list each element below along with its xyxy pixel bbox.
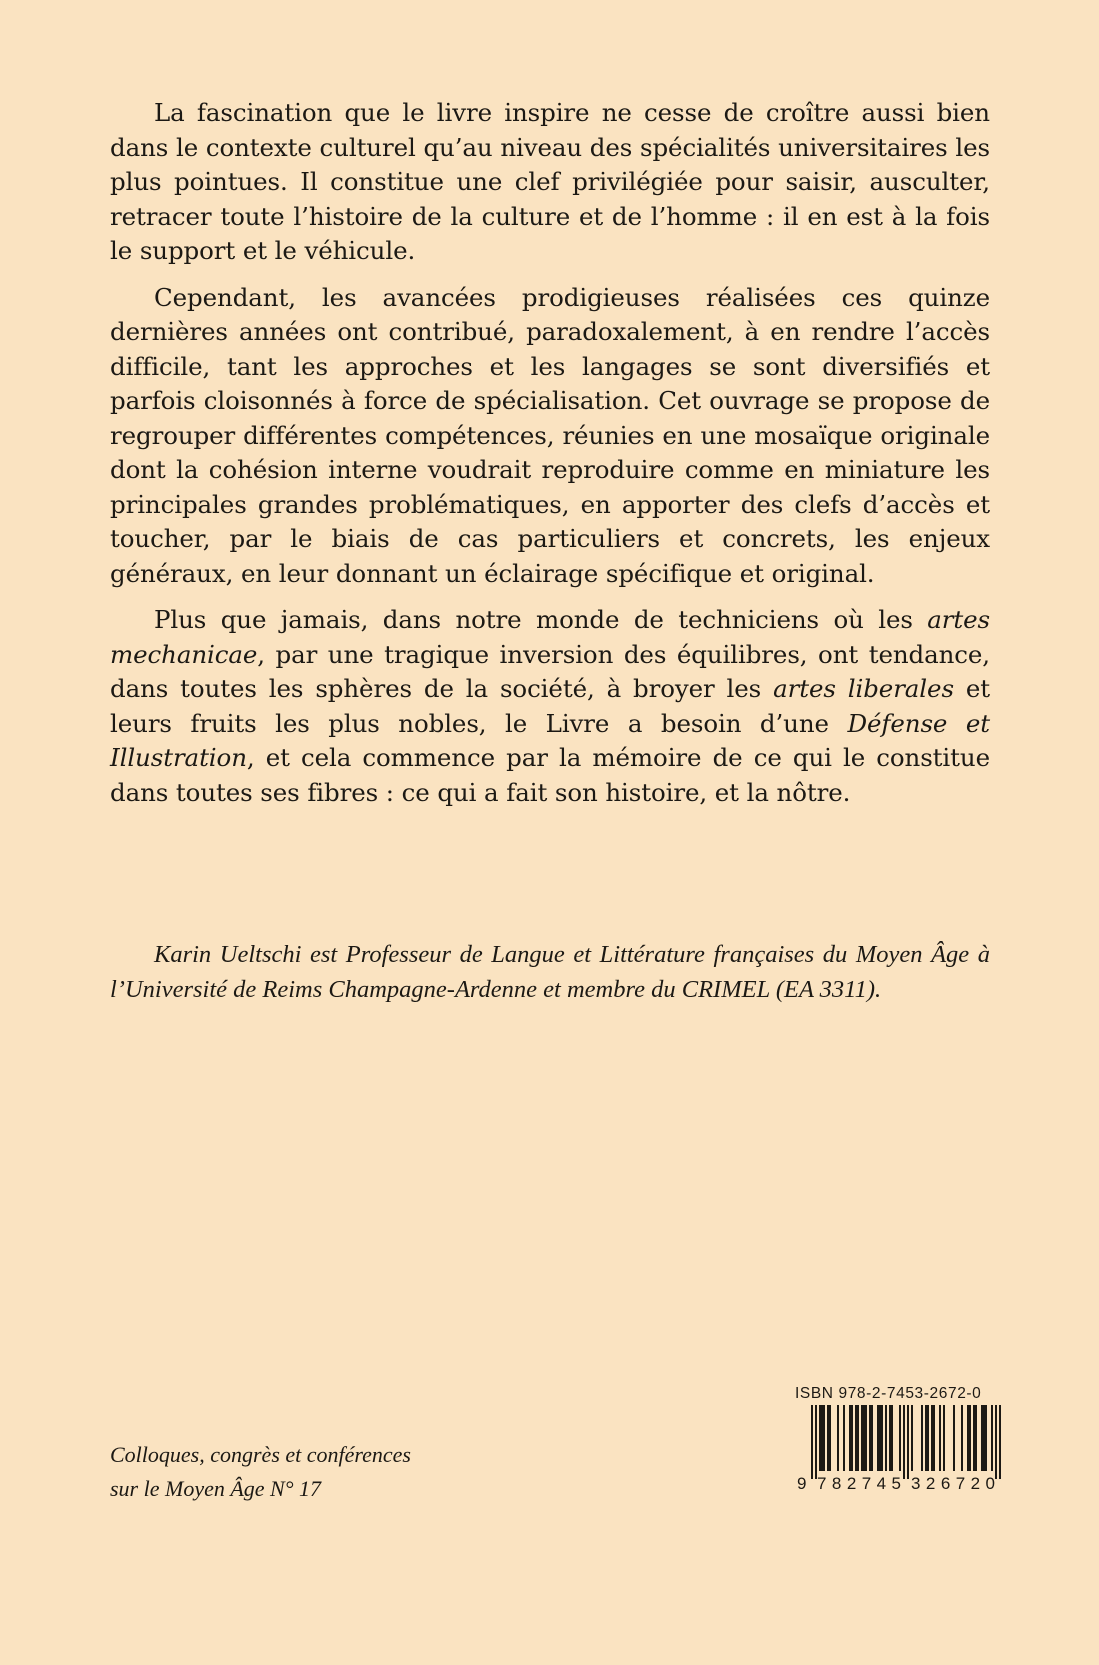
barcode-bar bbox=[975, 1405, 977, 1471]
barcode-bar bbox=[811, 1405, 813, 1479]
author-note: Karin Ueltschi est Professeur de Langue et Littérature françaises du Moyen Âge à l’Université de Reims Champagne-Ardenne et membre du CRIMEL (EA 3311). bbox=[110, 941, 990, 1003]
barcode-bars bbox=[811, 1405, 1001, 1479]
series-info bbox=[110, 1438, 530, 1506]
barcode-bar bbox=[889, 1405, 891, 1471]
blurb-p3-italic-2: artes liberales bbox=[773, 674, 954, 703]
blurb-p3-text-4: , et cela commence par la mémoire de ce qui le constitue dans toutes ses fibres : ce qui a fait son histoire, et la nôtre. bbox=[110, 743, 990, 807]
barcode-bar bbox=[891, 1405, 893, 1471]
barcode-bar bbox=[877, 1405, 879, 1471]
barcode-digit-first: 9 bbox=[797, 1474, 807, 1491]
barcode-digits-left: 782745 bbox=[817, 1474, 901, 1491]
barcode-bar bbox=[903, 1405, 905, 1479]
barcode-bar bbox=[869, 1405, 871, 1471]
barcode-bar bbox=[881, 1405, 883, 1471]
blurb-paragraph-1: La fascination que le livre inspire ne cesse de croître aussi bien dans le contexte culturel qu’au niveau des spécialités universitaires les plus pointues. Il constitue une clef privilégiée pour saisir, ausculter, retracer toute l’histoire de la culture et de l’homme : il en est à la fois le support et le véhicule. bbox=[110, 98, 990, 265]
barcode-bar bbox=[821, 1405, 823, 1471]
barcode-bar bbox=[861, 1405, 863, 1471]
barcode-bar bbox=[931, 1405, 933, 1471]
blurb-paragraph-2: Cependant, les avancées prodigieuses réalisées ces quinze dernières années ont contribué, paradoxalement, à en rendre l’accès difficile, tant les approches et les langages se sont diversifiés et parfois cloisonnés à force de spécialisation. Cet ouvrage se propose de regrouper différentes compétences, réunies en une mosaïque originale dont la cohésion interne voudrait reproduire comme en miniature les principales grandes problématiques, en apporter des clefs d’accès et toucher, par le biais de cas particuliers et concrets, les enjeux généraux, en leur donnant un éclairage spécifique et original. bbox=[110, 282, 990, 588]
barcode-bar bbox=[953, 1405, 955, 1471]
barcode-bar bbox=[969, 1405, 971, 1471]
barcode-bar bbox=[837, 1405, 839, 1471]
isbn-label: ISBN 978-2-7453-2672-0 bbox=[795, 1385, 982, 1402]
blurb-p3-italic-1: artes mechanicae bbox=[110, 605, 990, 669]
barcode-bar bbox=[981, 1405, 983, 1471]
barcode-bar bbox=[849, 1405, 851, 1471]
barcode-bar bbox=[851, 1405, 853, 1471]
barcode-bar bbox=[983, 1405, 985, 1471]
barcode-bar bbox=[939, 1405, 941, 1471]
barcode-bar bbox=[827, 1405, 829, 1471]
barcode-bar bbox=[829, 1405, 831, 1471]
barcode-bar bbox=[899, 1405, 901, 1471]
barcode-bar bbox=[857, 1405, 859, 1471]
barcode-bar bbox=[995, 1405, 997, 1479]
barcode-bar bbox=[819, 1405, 821, 1471]
barcode-bar bbox=[991, 1405, 993, 1471]
blurb-paragraph-3 bbox=[110, 603, 990, 810]
blurb-text bbox=[110, 96, 990, 822]
barcode-bar bbox=[961, 1405, 963, 1471]
blurb-p3-italic-3: Défense et Illustration bbox=[110, 708, 990, 772]
barcode-bar bbox=[885, 1405, 887, 1471]
barcode-bar bbox=[855, 1405, 857, 1471]
barcode-bar bbox=[933, 1405, 935, 1471]
blurb-p3-text-3: et leurs fruits les plus nobles, le Livre a besoin d’une bbox=[110, 674, 990, 738]
barcode-bar bbox=[985, 1405, 987, 1471]
barcode-bar bbox=[927, 1405, 929, 1471]
isbn-barcode bbox=[795, 1386, 1010, 1490]
barcode-bar bbox=[907, 1405, 909, 1479]
barcode-graphic bbox=[795, 1405, 1010, 1491]
barcode-bar bbox=[879, 1405, 881, 1471]
barcode-bar bbox=[967, 1405, 969, 1471]
blurb-p3-text-1: Plus que jamais, dans notre monde de techniciens où les bbox=[154, 605, 928, 634]
barcode-bar bbox=[943, 1405, 945, 1471]
blurb-p3-text-2: , par une tragique inversion des équilibres, ont tendance, dans toutes les sphères de la société, à broyer les bbox=[110, 639, 990, 703]
barcode-bar bbox=[843, 1405, 845, 1471]
barcode-bar bbox=[871, 1405, 873, 1471]
barcode-bar bbox=[823, 1405, 825, 1471]
barcode-bar bbox=[865, 1405, 867, 1471]
barcode-bar bbox=[815, 1405, 817, 1479]
barcode-bar bbox=[911, 1405, 913, 1471]
barcode-bar bbox=[925, 1405, 927, 1471]
barcode-digits-right: 326720 bbox=[911, 1474, 995, 1491]
barcode-bar bbox=[999, 1405, 1001, 1479]
barcode-bar bbox=[921, 1405, 923, 1471]
series-line-2: sur le Moyen Âge N° 17 bbox=[110, 1476, 322, 1501]
barcode-bar bbox=[973, 1405, 975, 1471]
series-line-1: Colloques, congrès et conférences bbox=[110, 1442, 411, 1467]
barcode-bar bbox=[863, 1405, 865, 1471]
